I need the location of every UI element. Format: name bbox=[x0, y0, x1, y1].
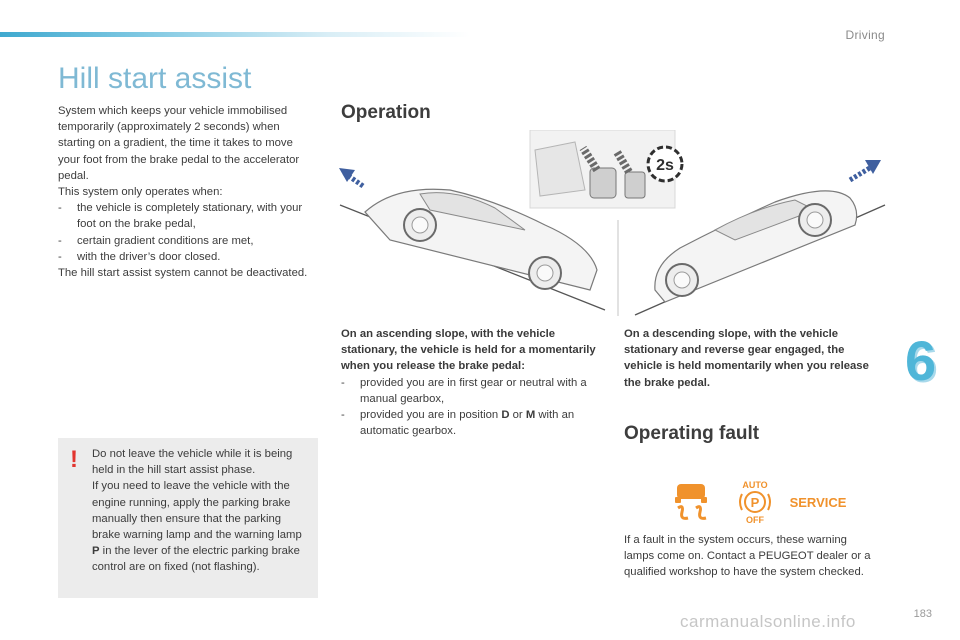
svg-text:AUTO: AUTO bbox=[742, 480, 768, 490]
conditions-intro: This system only operates when: bbox=[58, 186, 223, 199]
ascending-item: - provided you are in position D or M with an automatic gearbox. bbox=[341, 409, 575, 438]
ascending-item: - provided you are in first gear or neutral with a manual gearbox, bbox=[341, 376, 587, 405]
intro-text bbox=[58, 103, 313, 281]
operation-heading: Operation bbox=[341, 102, 431, 123]
auto-park-brake-icon bbox=[740, 480, 770, 525]
watermark: carmanualsonline.info bbox=[680, 612, 856, 631]
chapter-number: 6 bbox=[905, 329, 937, 392]
timer-label: 2s bbox=[656, 157, 674, 174]
condition-item: - certain gradient conditions are met, bbox=[58, 234, 254, 247]
header-accent-bar bbox=[0, 32, 470, 37]
warning-icon: ! bbox=[70, 446, 78, 473]
svg-text:OFF: OFF bbox=[746, 515, 764, 525]
ascending-slope-text bbox=[341, 326, 609, 439]
condition-item: - with the driver’s door closed. bbox=[58, 250, 221, 263]
operating-fault-text: If a fault in the system occurs, these warning lamps come on. Contact a PEUGEOT dealer or a qualified workshop to have the system checked. bbox=[624, 534, 871, 579]
service-lamp: SERVICE bbox=[789, 495, 847, 510]
intro-paragraph: System which keeps your vehicle immobilised temporarily (approximately 2 seconds) when starting on a gradient, the time it takes to move your foot from the brake pedal to the accelerator pedal. bbox=[58, 105, 300, 182]
hill-start-illustration bbox=[335, 130, 890, 320]
warning-text: Do not leave the vehicle while it is being held in the hill start assist phase. If you need to leave the vehicle with the engine running, apply the parking brake manually then ensure that the parking brake warning lamp and the warning lamp P in the lever of the electric parking brake control are on fixed (not flashing). bbox=[92, 448, 302, 574]
descending-slope-text bbox=[624, 326, 879, 391]
descending-lead: On a descending slope, with the vehicle stationary and reverse gear engaged, the vehicle is held momentarily when you release the brake pedal. bbox=[624, 328, 869, 389]
condition-item: - the vehicle is completely stationary, with your foot on the brake pedal, bbox=[58, 202, 303, 231]
section-label: Driving bbox=[845, 28, 885, 42]
timer-icon bbox=[648, 147, 682, 181]
page-number: 183 bbox=[913, 608, 932, 620]
operating-fault-heading: Operating fault bbox=[624, 423, 760, 444]
svg-text:P: P bbox=[750, 495, 760, 510]
page-title: Hill start assist bbox=[58, 62, 252, 95]
intro-closing: The hill start assist system cannot be deactivated. bbox=[58, 267, 308, 280]
warning-lamps bbox=[670, 478, 850, 526]
ascending-lead: On an ascending slope, with the vehicle stationary, the vehicle is held for a momentarily when you release the brake pedal: bbox=[341, 328, 596, 373]
skid-warning-icon bbox=[675, 484, 707, 518]
warning-box bbox=[58, 438, 318, 598]
